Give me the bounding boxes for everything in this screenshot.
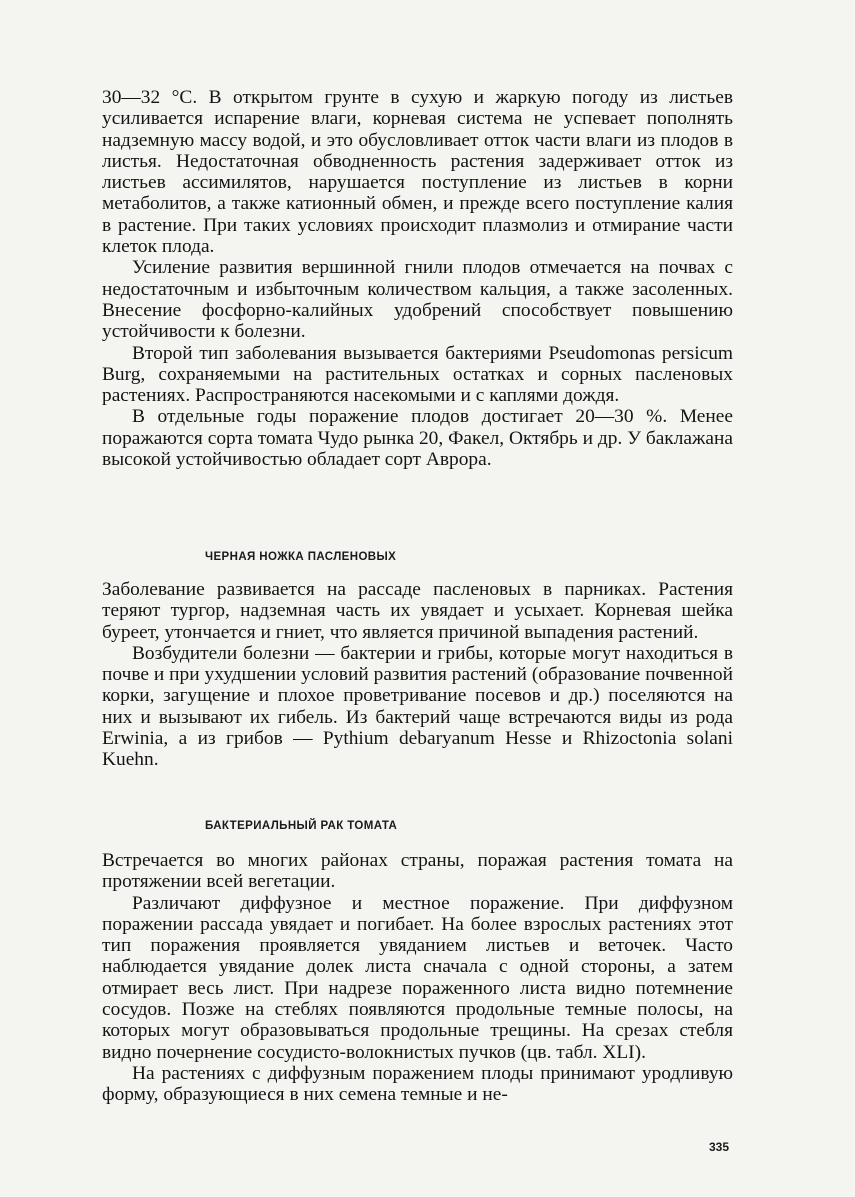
paragraph: В отдельные годы поражение плодов достигает 20—30 %. Менее поражаются сорта томата Чудо рынка 20, Факел, Октябрь и др. У баклажана высокой устойчивостью обладает сорт Аврора. bbox=[102, 406, 733, 471]
page-number: 335 bbox=[709, 1140, 730, 1154]
text-block-top bbox=[102, 87, 733, 470]
paragraph: Заболевание развивается на рассаде пасленовых в парниках. Растения теряют тургор, надземная часть их увядает и усыхает. Корневая шейка буреет, утончается и гниет, что является причиной выпадения растений. bbox=[102, 579, 733, 643]
text-block-bottom bbox=[102, 850, 733, 1106]
paragraph: 30—32 °С. В открытом грунте в сухую и жаркую погоду из листьев усиливается испарение влаги, корневая система не успевает пополнять надземную массу водой, и это обусловливает отток части влаги из плодов в листья. Недостаточная обводненность растения задерживает отток из листьев ассимилятов, нарушается поступление из листьев в корни метаболитов, а также катионный обмен, и прежде всего поступление калия в растение. При таких условиях происходит плазмолиз и отмирание части клеток плода. bbox=[102, 87, 733, 258]
paragraph: Различают диффузное и местное поражение. При диффузном поражении рассада увядает и погибает. На более взрослых растениях этот тип поражения проявляется увяданием листьев и веточек. Часто наблюдается увядание долек листа сначала с одной стороны, а затем отмирает весь лист. При надрезе пораженного листа видно потемнение сосудов. Позже на стеблях появляются продольные темные полосы, на которых могут образовываться продольные трещины. На срезах стебля видно почернение сосудисто-волокнистых пучков (цв. табл. XLI). bbox=[102, 892, 733, 1063]
paragraph: Второй тип заболевания вызывается бактериями Pseudomonas persicum Burg, сохраняемыми на растительных остатках и сорных пасленовых растениях. Распространяются насекомыми и с каплями дождя. bbox=[102, 342, 733, 407]
paragraph: Возбудители болезни — бактерии и грибы, которые могут находиться в почве и при ухудшении условий развития растений (образование почвенной корки, загущение и плохое проветривание посевов и др.) поселяются на них и вызывают их гибель. Из бактерий чаще встречаются виды из рода Erwinia, а из грибов — Pythium debaryanum Hesse и Rhizoctonia solani Kuehn. bbox=[102, 642, 733, 771]
paragraph: На растениях с диффузным поражением плоды принимают уродливую форму, образующиеся в них семена темные и не- bbox=[102, 1062, 733, 1106]
paragraph: Встречается во многих районах страны, поражая растения томата на протяжении всей вегетации. bbox=[102, 850, 733, 893]
section-heading-black-leg: ЧЕРНАЯ НОЖКА ПАСЛЕНОВЫХ bbox=[205, 551, 397, 563]
section-heading-bacterial-canker: БАКТЕРИАЛЬНЫЙ РАК ТОМАТА bbox=[205, 820, 398, 832]
paragraph: Усиление развития вершинной гнили плодов отмечается на почвах с недостаточным и избыточным количеством кальция, а также засоленных. Внесение фосфорно-калийных удобрений способствует повышению устойчивости к болезни. bbox=[102, 257, 733, 343]
text-block-middle bbox=[102, 579, 733, 771]
